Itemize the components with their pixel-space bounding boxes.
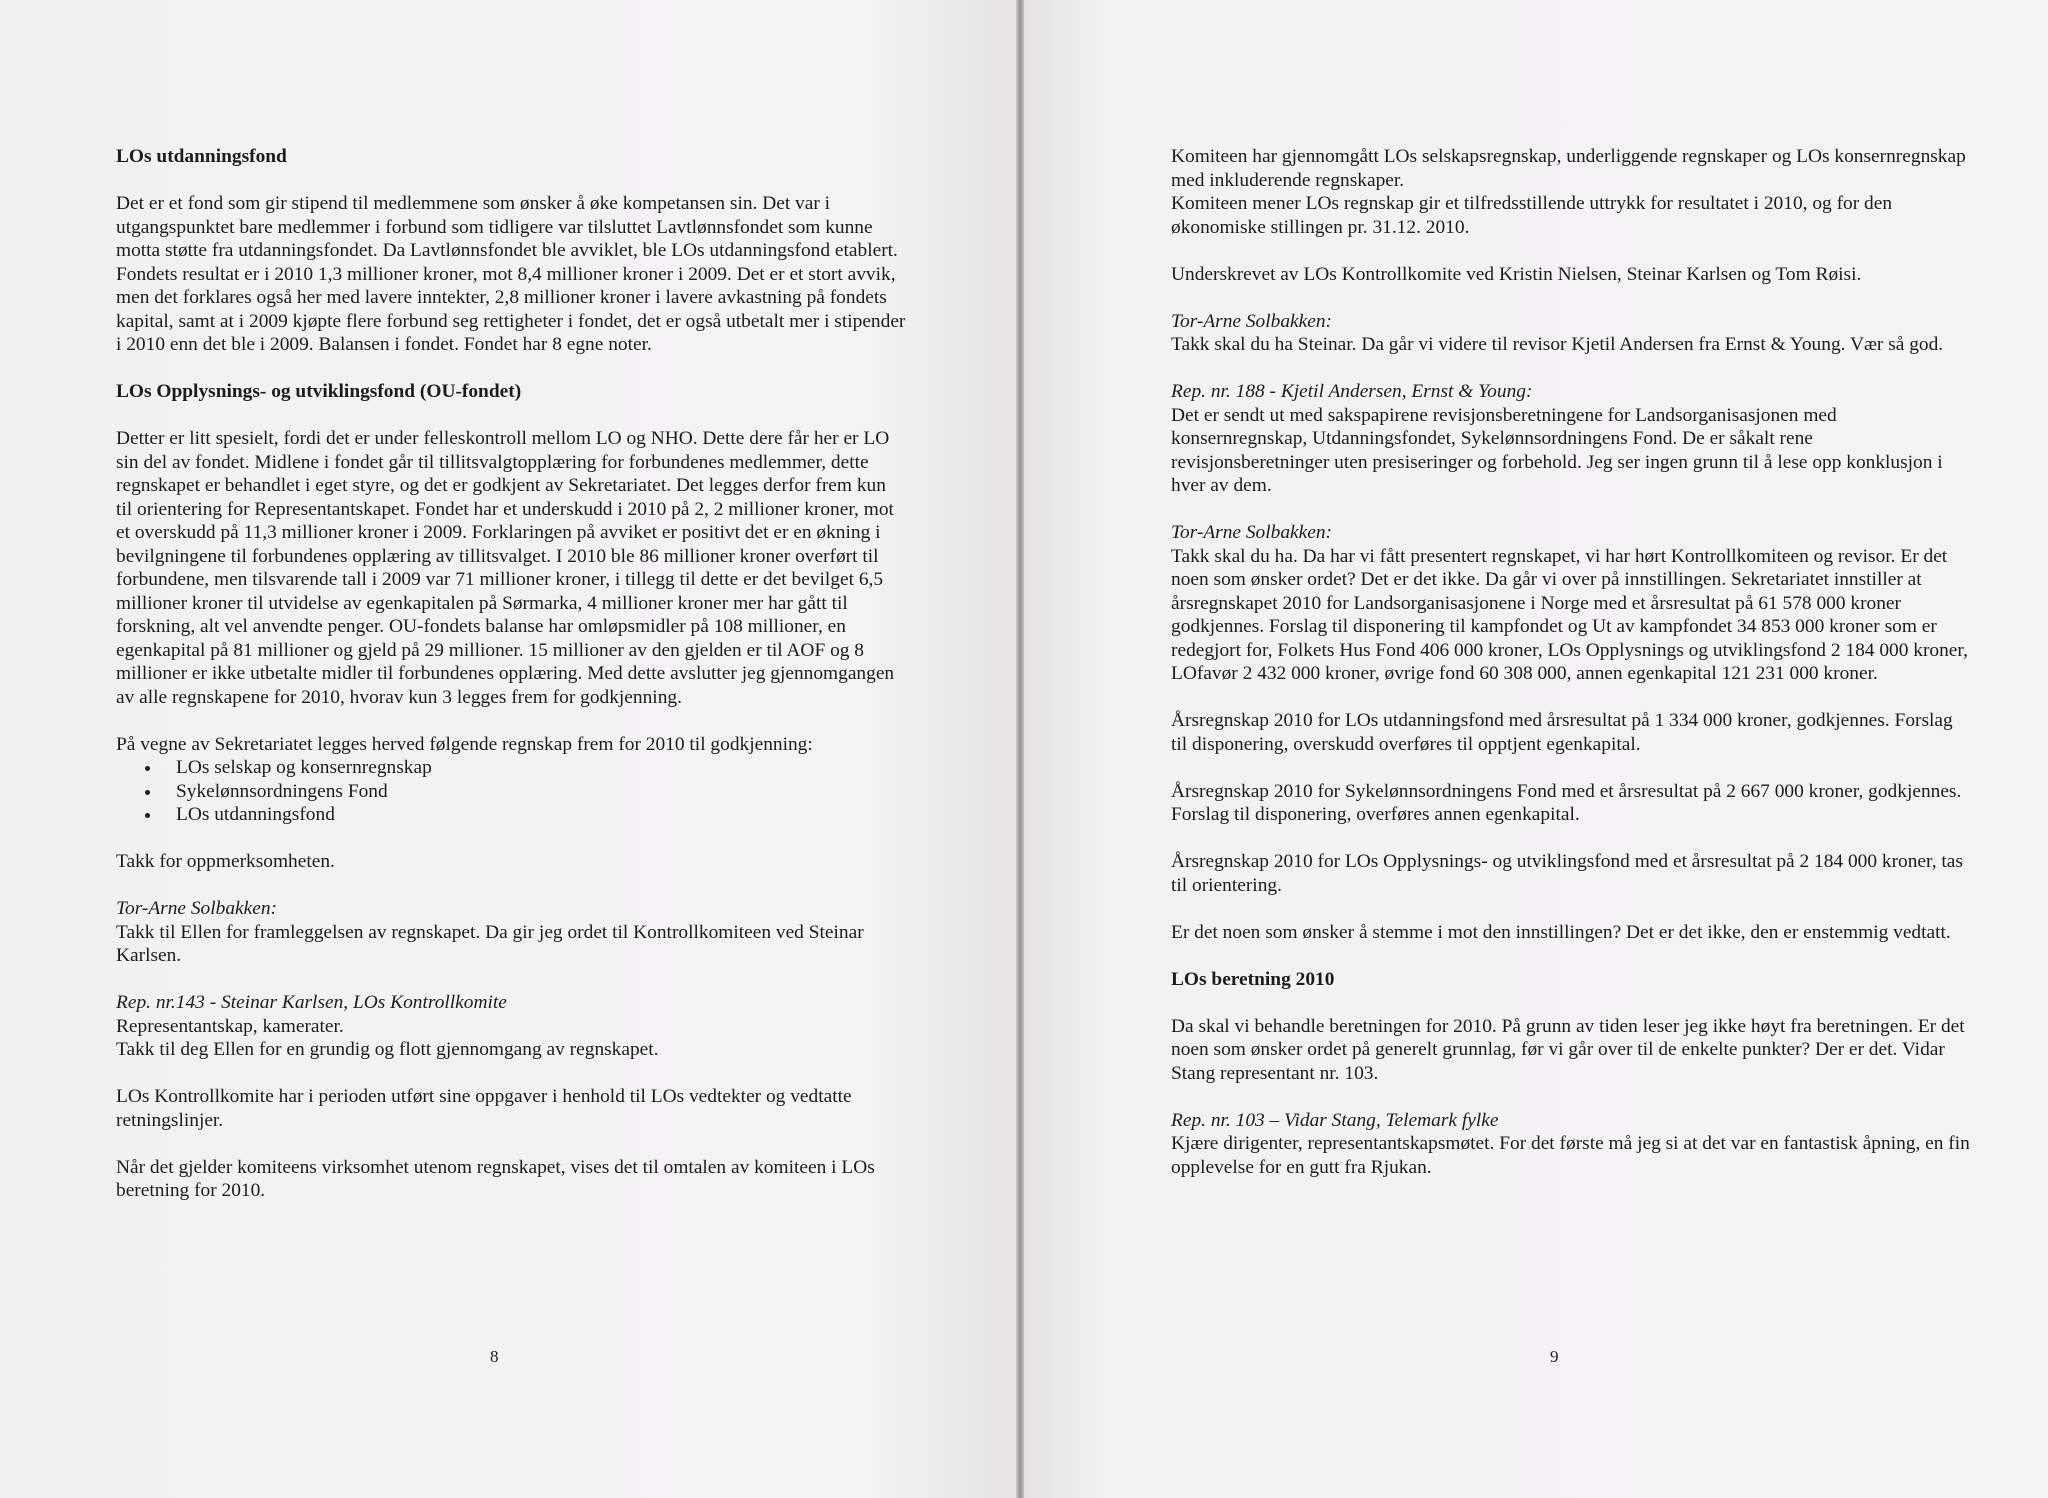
page-number: 9 — [1550, 1347, 1559, 1366]
paragraph-sykelonn-disponering: Forslag til disponering, overføres annen egenkapital. — [1171, 804, 1580, 825]
thanks-line: Takk for oppmerksomheten. — [116, 851, 335, 872]
speaker-name: Tor-Arne Solbakken: — [1171, 522, 1332, 543]
speech-line: Takk til deg Ellen for en grundig og flott gjennomgang av regnskapet. — [116, 1039, 659, 1060]
paragraph-kontrollkomite: LOs Kontrollkomite har i perioden utført sine oppgaver i henhold til LOs vedtekter og vedtatte retningslinjer. — [116, 1086, 852, 1131]
left-page-content — [116, 145, 906, 1226]
paragraph-arsregnskap-sykelonn: Årsregnskap 2010 for Sykelønnsordningens Fond med et årsresultat på 2 667 000 kroner, godkjennes. — [1171, 780, 1962, 802]
right-page — [1024, 0, 2048, 1498]
speech-solbakken-3 — [1171, 521, 1971, 686]
list-item: • Sykelønnsordningens Fond — [162, 780, 906, 804]
list-item: • LOs selskap og konsernregnskap — [162, 756, 906, 780]
paragraph-beretning: Da skal vi behandle beretningen for 2010. På grunn av tiden leser jeg ikke høyt fra beretningen. Er det noen som ønsker ordet på generelt grunnlag, før vi går over til de enkelte punkter? Der er det. Vidar Stang representant nr. 103. — [1171, 1015, 1965, 1084]
paragraph-arsregnskap-utdanningsfond: Årsregnskap 2010 for LOs utdanningsfond med årsresultat på 1 334 000 kroner, godkjennes. Forslag til disponering, overskudd overføres til opptjent egenkapital. — [1171, 710, 1953, 755]
speech-andersen — [1171, 380, 1971, 498]
paragraph-vote: Er det noen som ønsker å stemme i mot den innstillingen? Det er det ikke, den er enstemmig vedtatt. — [1171, 921, 1951, 943]
section-heading-utdanningsfond: LOs utdanningsfond — [116, 146, 287, 167]
speech-text: Det er sendt ut med sakspapirene revisjonsberetningene for Landsorganisasjonen med konsernregnskap, Utdanningsfondet, Sykelønnsordningens Fond. De er såkalt rene revisjonsberetninger uten presiseringer og forbehold. Jeg ser ingen grunn til å lese opp konklusjon i hver av dem. — [1171, 404, 1943, 496]
right-page-content — [1171, 145, 1971, 1203]
speech-solbakken-2 — [1171, 310, 1971, 357]
speaker-name: Tor-Arne Solbakken: — [1171, 310, 1332, 332]
section-heading-ou-fondet: LOs Opplysnings- og utviklingsfond (OU-fondet) — [116, 381, 522, 402]
speech-stang — [1171, 1109, 1971, 1180]
paragraph-komite-virksomhet: Når det gjelder komiteens virksomhet utenom regnskapet, vises det til omtalen av komiteen i LOs beretning for 2010. — [116, 1156, 875, 1201]
paragraph-underskrevet: Underskrevet av LOs Kontrollkomite ved Kristin Nielsen, Steinar Karlsen og Tom Røisi. — [1171, 263, 1862, 285]
list-item: • LOs utdanningsfond — [162, 803, 906, 827]
approval-intro: På vegne av Sekretariatet legges herved følgende regnskap frem for 2010 til godkjenning: — [116, 733, 813, 755]
paragraph-komite-gjennomgang: Komiteen har gjennomgått LOs selskapsregnskap, underliggende regnskaper og LOs konsernregnskap med inkluderende regnskaper. — [1171, 146, 1966, 191]
paragraph-komite-mener: Komiteen mener LOs regnskap gir et tilfredsstillende uttrykk for resultatet i 2010, og for den økonomiske stillingen pr. 31.12. 2010. — [1171, 193, 1893, 238]
left-page — [0, 0, 1018, 1498]
speech-text: Kjære dirigenter, representantskapsmøtet. For det første må jeg si at det var en fantastisk åpning, en fin opplevelse for en gutt fra Rjukan. — [1171, 1133, 1970, 1178]
speaker-name: Tor-Arne Solbakken: — [116, 898, 277, 919]
speech-text: Takk til Ellen for framleggelsen av regnskapet. Da gir jeg ordet til Kontrollkomiteen ved Steinar Karlsen. — [116, 921, 864, 966]
paragraph-ou-fondet: Detter er litt spesielt, fordi det er under felleskontroll mellom LO og NHO. Dette dere får her er LO sin del av fondet. Midlene i fondet går til tillitsvalgtopplæring for forbundenes medlemmer, dette regnskapet er behandlet i eget styre, og det er godkjent av Sekretariatet. Det legges derfor frem kun til orientering for Representantskapet. Fondet har et underskudd i 2010 på 2, 2 millioner kroner, mot et overskudd på 11,3 millioner kroner i 2009. Forklaringen på avviket er positivt det er en økning i bevilgningene til forbundenes opplæring av tillitsvalget. I 2010 ble 86 millioner kroner overført til forbundene, men tilsvarende tall i 2009 var 71 millioner kroner, i tillegg til dette er det bevilget 6,5 millioner kroner til utvidelse av egenkapitalen på Sørmarka, 4 millioner kroner mer har gått til forskning, alt vel anvendte penger. OU-fondets balanse har omløpsmidler på 108 millioner, en egenkapital på 81 millioner og gjeld på 29 millioner. 15 millioner av den gjelden er til AOF og 8 millioner er ikke utbetalte midler til forbundenes opplæring. Med dette avslutter jeg gjennomgangen av alle regnskapene for 2010, hvorav kun 3 legges frem for godkjenning. — [116, 428, 895, 708]
paragraph-arsregnskap-ou: Årsregnskap 2010 for LOs Opplysnings- og utviklingsfond med et årsresultat på 2 184 000 kroner, tas til orientering. — [1171, 851, 1963, 896]
speaker-name: Rep. nr.143 - Steinar Karlsen, LOs Kontrollkomite — [116, 992, 507, 1013]
page-number: 8 — [490, 1347, 499, 1366]
speech-karlsen — [116, 991, 906, 1062]
speech-solbakken-1 — [116, 897, 906, 968]
paragraph-utdanningsfond: Det er et fond som gir stipend til medlemmene som ønsker å øke kompetansen sin. Det var i utgangspunktet bare medlemmer i forbund som tidligere var tilsluttet Lavtlønnsfondet som kunne motta støtte fra utdanningsfondet. Da Lavtlønnsfondet ble avviklet, ble LOs utdanningsfond etablert. Fondets resultat er i 2010 1,3 millioner kroner, mot 8,4 millioner kroner i 2009. Det er et stort avvik, men det forklares også her med lavere inntekter, 2,8 millioner kroner i lavere avkastning på fondets kapital, samt at i 2009 kjøpte flere forbund seg rettigheter i fondet, det er også utbetalt mer i stipender i 2010 enn det ble i 2009. Balansen i fondet. Fondet har 8 egne noter. — [116, 193, 906, 355]
speech-text: Takk skal du ha Steinar. Da går vi videre til revisor Kjetil Andersen fra Ernst & Young. Vær så god. — [1171, 334, 1944, 355]
speaker-name: Rep. nr. 188 - Kjetil Andersen, Ernst & Young: — [1171, 381, 1533, 402]
section-heading-beretning: LOs beretning 2010 — [1171, 968, 1335, 990]
speech-line: Representantskap, kamerater. — [116, 1015, 344, 1037]
approval-list — [116, 756, 906, 827]
speaker-name: Rep. nr. 103 – Vidar Stang, Telemark fylke — [1171, 1109, 1499, 1131]
speech-text: Takk skal du ha. Da har vi fått presentert regnskapet, vi har hørt Kontrollkomiteen og revisor. Er det noen som ønsker ordet? Det er det ikke. Da går vi over på innstillingen. Sekretariatet innstiller at årsregnskapet 2010 for Landsorganisasjonene i Norge med et årsresultat på 61 578 000 kroner godkjennes. Forslag til disponering til kampfondet og Ut av kampfondet 34 853 000 kroner som er redegjort for, Folkets Hus Fond 406 000 kroner, LOs Opplysnings og utviklingsfond 2 184 000 kroner, LOfavør 2 432 000 kroner, øvrige fond 60 308 000, annen egenkapital 121 231 000 kroner. — [1171, 545, 1968, 684]
